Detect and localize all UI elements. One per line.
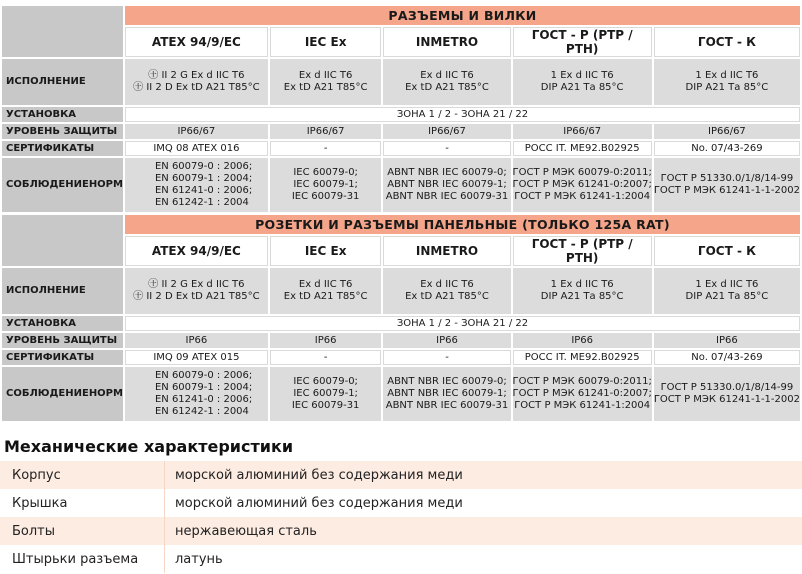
- mechanical-value: морской алюминий без содержания меди: [165, 489, 802, 517]
- mechanical-value: морской алюминий без содержания меди: [165, 461, 802, 489]
- column-header-gost-k: ГОСТ - К: [654, 27, 800, 57]
- column-header-inmetro: INMETRO: [383, 236, 510, 266]
- row-label-certs: СЕРТИФИКАТЫ: [2, 141, 123, 156]
- table-corner: [2, 6, 123, 57]
- row-label-protection: УРОВЕНЬ ЗАЩИТЫ: [2, 124, 123, 139]
- row-label-execution: ИСПОЛНЕНИЕ: [2, 59, 123, 105]
- cell-execution-atex: ㊉ II 2 G Ex d IIC T6 ㊉ II 2 D Ex tD A21 T85°C: [125, 59, 268, 105]
- cell-protection-gost-r: IP66/67: [513, 124, 652, 139]
- cell-norms-atex: EN 60079-0 : 2006; EN 60079-1 : 2004; EN 61241-0 : 2006; EN 61242-1 : 2004: [125, 367, 268, 421]
- mechanical-key: Крышка: [0, 489, 165, 517]
- cell-norms-atex: EN 60079-0 : 2006; EN 60079-1 : 2004; EN 61241-0 : 2006; EN 61242-1 : 2004: [125, 158, 268, 212]
- row-label-norms: СОБЛЮДЕНИЕНОРМ: [2, 367, 123, 421]
- cell-norms-inmetro: ABNT NBR IEC 60079-0; ABNT NBR IEC 60079-1; ABNT NBR IEC 60079-31: [383, 367, 510, 421]
- cell-norms-iecex: IEC 60079-0; IEC 60079-1; IEC 60079-31: [270, 367, 382, 421]
- cell-install-zone: ЗОНА 1 / 2 - ЗОНА 21 / 22: [125, 107, 800, 122]
- mechanical-row: [0, 489, 802, 517]
- cell-norms-gost-r: ГОСТ Р МЭК 60079-0:2011; ГОСТ Р МЭК 61241-0:2007; ГОСТ Р МЭК 61241-1:2004: [513, 158, 652, 212]
- table-title: РОЗЕТКИ И РАЗЪЕМЫ ПАНЕЛЬНЫЕ (ТОЛЬКО 125А RAT): [125, 215, 800, 234]
- mechanical-section-title: Механические характеристики: [4, 437, 294, 456]
- cell-protection-gost-k: IP66/67: [654, 124, 800, 139]
- cell-certs-gost-k: No. 07/43-269: [654, 350, 800, 365]
- row-label-protection: УРОВЕНЬ ЗАЩИТЫ: [2, 333, 123, 348]
- table-corner: [2, 215, 123, 266]
- cell-protection-inmetro: IP66: [383, 333, 510, 348]
- cell-execution-inmetro: Ex d IIC T6 Ex tD A21 T85°C: [383, 59, 510, 105]
- cell-protection-iecex: IP66: [270, 333, 382, 348]
- cell-protection-inmetro: IP66/67: [383, 124, 510, 139]
- row-label-norms: СОБЛЮДЕНИЕНОРМ: [2, 158, 123, 212]
- panel-sockets-table: [0, 213, 802, 423]
- mechanical-value: нержавеющая сталь: [165, 517, 802, 545]
- cell-protection-iecex: IP66/67: [270, 124, 382, 139]
- mechanical-key: Корпус: [0, 461, 165, 489]
- mechanical-key: Болты: [0, 517, 165, 545]
- column-header-iecex: IEC Ex: [270, 236, 382, 266]
- cell-certs-inmetro: -: [383, 350, 510, 365]
- connectors-plugs-table: [0, 4, 802, 214]
- cell-execution-gost-k: 1 Ex d IIC T6 DIP A21 Tа 85°C: [654, 268, 800, 314]
- mechanical-row: [0, 517, 802, 545]
- cell-norms-gost-r: ГОСТ Р МЭК 60079-0:2011; ГОСТ Р МЭК 61241-0:2007; ГОСТ Р МЭК 61241-1:2004: [513, 367, 652, 421]
- cell-execution-atex: ㊉ II 2 G Ex d IIC T6 ㊉ II 2 D Ex tD A21 T85°C: [125, 268, 268, 314]
- cell-certs-gost-k: No. 07/43-269: [654, 141, 800, 156]
- cell-norms-gost-k: ГОСТ Р 51330.0/1/8/14-99 ГОСТ Р МЭК 61241-1-1-2002: [654, 367, 800, 421]
- column-header-gost-r: ГОСТ - Р (PTP / PTH): [513, 236, 652, 266]
- column-header-inmetro: INMETRO: [383, 27, 510, 57]
- cell-execution-gost-k: 1 Ex d IIC T6 DIP A21 Tа 85°C: [654, 59, 800, 105]
- cell-norms-inmetro: ABNT NBR IEC 60079-0; ABNT NBR IEC 60079-1; ABNT NBR IEC 60079-31: [383, 158, 510, 212]
- cell-execution-iecex: Ex d IIC T6 Ex tD A21 T85°C: [270, 59, 382, 105]
- mechanical-value: латунь: [165, 545, 802, 573]
- cell-certs-iecex: -: [270, 141, 382, 156]
- column-header-iecex: IEC Ex: [270, 27, 382, 57]
- cell-protection-gost-k: IP66: [654, 333, 800, 348]
- cell-execution-iecex: Ex d IIC T6 Ex tD A21 T85°C: [270, 268, 382, 314]
- cell-protection-atex: IP66: [125, 333, 268, 348]
- cell-execution-inmetro: Ex d IIC T6 Ex tD A21 T85°C: [383, 268, 510, 314]
- cell-execution-gost-r: 1 Ex d IIC T6 DIP A21 Tа 85°C: [513, 268, 652, 314]
- mechanical-row: [0, 461, 802, 489]
- cell-protection-gost-r: IP66: [513, 333, 652, 348]
- cell-norms-iecex: IEC 60079-0; IEC 60079-1; IEC 60079-31: [270, 158, 382, 212]
- table-title: РАЗЪЕМЫ И ВИЛКИ: [125, 6, 800, 25]
- row-label-install: УСТАНОВКА: [2, 107, 123, 122]
- cell-certs-atex: IMQ 09 ATEX 015: [125, 350, 268, 365]
- cell-certs-gost-r: РОСС IT. МЕ92.В02925: [513, 141, 652, 156]
- cell-protection-atex: IP66/67: [125, 124, 268, 139]
- cell-certs-iecex: -: [270, 350, 382, 365]
- mechanical-row: [0, 545, 802, 573]
- cell-certs-atex: IMQ 08 ATEX 016: [125, 141, 268, 156]
- column-header-gost-r: ГОСТ - Р (PTP / PTH): [513, 27, 652, 57]
- cell-norms-gost-k: ГОСТ Р 51330.0/1/8/14-99 ГОСТ Р МЭК 61241-1-1-2002: [654, 158, 800, 212]
- cell-certs-gost-r: РОСС IT. МЕ92.В02925: [513, 350, 652, 365]
- row-label-execution: ИСПОЛНЕНИЕ: [2, 268, 123, 314]
- cell-certs-inmetro: -: [383, 141, 510, 156]
- cell-execution-gost-r: 1 Ex d IIC T6 DIP A21 Tа 85°C: [513, 59, 652, 105]
- mechanical-table: [0, 461, 802, 573]
- column-header-gost-k: ГОСТ - К: [654, 236, 800, 266]
- column-header-atex: ATEX 94/9/EC: [125, 27, 268, 57]
- column-header-atex: ATEX 94/9/EC: [125, 236, 268, 266]
- cell-install-zone: ЗОНА 1 / 2 - ЗОНА 21 / 22: [125, 316, 800, 331]
- mechanical-key: Штырьки разъема: [0, 545, 165, 573]
- row-label-certs: СЕРТИФИКАТЫ: [2, 350, 123, 365]
- row-label-install: УСТАНОВКА: [2, 316, 123, 331]
